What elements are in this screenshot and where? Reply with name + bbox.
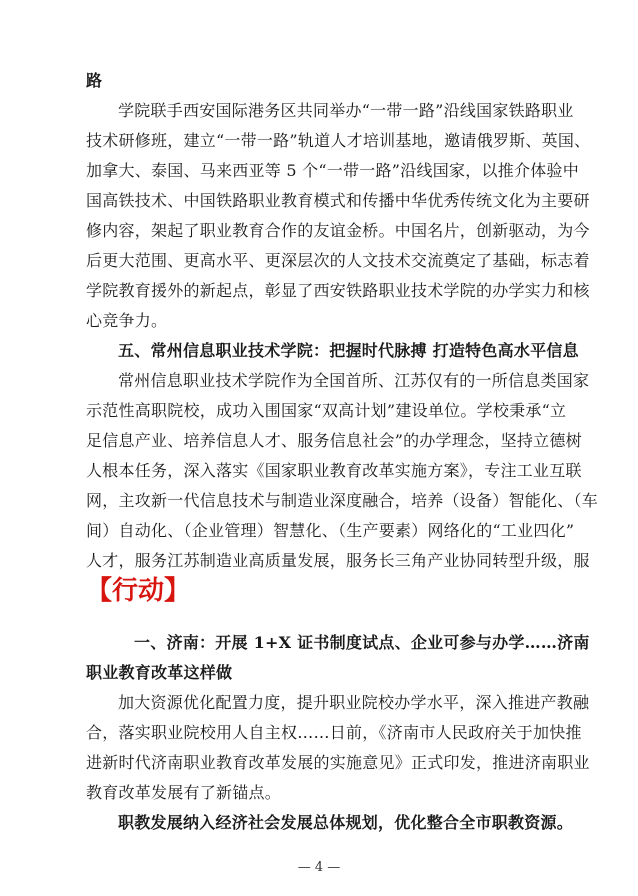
- heading-tail: 路: [86, 71, 103, 90]
- paragraph-line: 示范性高职院校，成功入围国家“双高计划”建设单位。学校秉承“立: [86, 401, 567, 420]
- section-tag-action: 【行动】: [86, 576, 191, 606]
- paragraph-line: 后更大范围、更高水平、更深层次的人文技术交流奠定了基础，标志着: [86, 251, 590, 270]
- paragraph-line: 国高铁技术、中国铁路职业教育模式和传播中华优秀传统文化为主要研: [86, 191, 590, 210]
- paragraph-line: 心竞争力。: [86, 311, 168, 330]
- bold-paragraph-line: 职教发展纳入经济社会发展总体规划，优化整合全市职教资源。: [118, 813, 574, 832]
- section-heading: 一、济南：开展 1+X 证书制度试点、企业可参与办学……济南: [134, 633, 590, 652]
- paragraph-line: 网，主攻新一代信息技术与制造业深度融合，培养（设备）智能化、（车: [86, 491, 599, 510]
- paragraph-line: 人才，服务江苏制造业高质量发展，服务长三角产业协同转型升级，服: [86, 551, 590, 570]
- paragraph-line: 间）自动化、（企业管理）智慧化、（生产要素）网络化的“工业四化”: [86, 521, 575, 540]
- paragraph-line: 进新时代济南职业教育改革发展的实施意见》正式印发，推进济南职业: [86, 753, 590, 772]
- paragraph-line: 加大资源优化配置力度，提升职业院校办学水平，深入推进产教融: [118, 693, 590, 712]
- paragraph-line: 常州信息职业技术学院作为全国首所、江苏仅有的一所信息类国家: [118, 371, 590, 390]
- paragraph-line: 学院教育援外的新起点，彰显了西安铁路职业技术学院的办学实力和核: [86, 281, 590, 300]
- section-heading-cont: 职业教育改革这样做: [86, 663, 233, 682]
- paragraph-line: 修内容，架起了职业教育合作的友谊金桥。中国名片，创新驱动，为今: [86, 221, 590, 240]
- paragraph-line: 技术研修班，建立“一带一路”轨道人才培训基地，邀请俄罗斯、英国、: [86, 131, 591, 150]
- paragraph-line: 加拿大、泰国、马来西亚等 5 个“一带一路”沿线国家，以推介体验中: [86, 161, 579, 180]
- section-heading: 五、常州信息职业技术学院：把握时代脉搏 打造特色高水平信息: [118, 341, 579, 360]
- paragraph-line: 合，落实职业院校用人自主权……日前，《济南市人民政府关于加快推: [86, 723, 582, 742]
- page-number: — 4 —: [297, 860, 341, 875]
- paragraph-line: 人根本任务，深入落实《国家职业教育改革实施方案》，专注工业互联: [86, 461, 582, 480]
- paragraph-line: 教育改革发展有了新锚点。: [86, 783, 282, 802]
- paragraph-line: 学院联手西安国际港务区共同举办“一带一路”沿线国家铁路职业: [118, 101, 574, 120]
- paragraph-line: 足信息产业、培养信息人才、服务信息社会”的办学理念，坚持立德树: [86, 431, 582, 450]
